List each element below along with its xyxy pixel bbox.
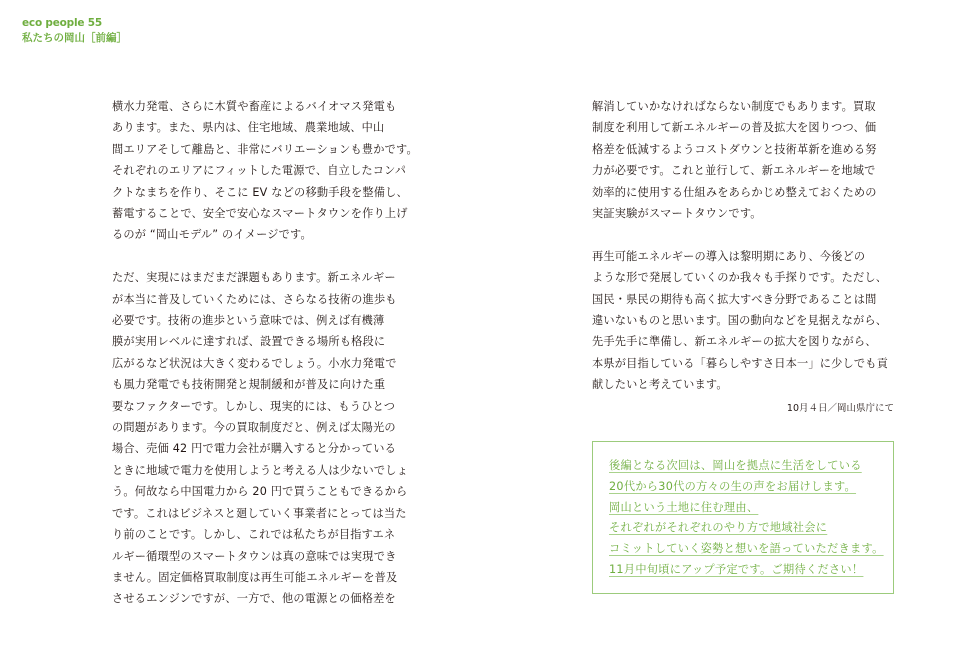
text-line: 再生可能エネルギーの導入は黎明期にあり、今後どの <box>592 249 866 263</box>
text-line: 国民・県民の期待も高く拡大すべき分野であることは間 <box>592 292 877 306</box>
notice-line: 岡山という土地に住む理由、 <box>609 500 759 514</box>
page-title: 私たちの岡山［前編］ <box>22 32 127 44</box>
notice-line: コミットしていく姿勢と想いを語っていただきます。 <box>609 542 884 556</box>
text-line: 効率的に使用する仕組みをあらかじめ整えておくための <box>592 185 877 199</box>
text-line: り前のことです。しかし、これでは私たちが目指すエネ <box>112 528 396 542</box>
text-line: 蓄電することで、安全で安心なスマートタウンを作り上げ <box>112 207 408 221</box>
text-line: ません。固定価格買取制度は再生可能エネルギーを普及 <box>112 570 398 584</box>
text-line: 制度を利用して新エネルギーの普及拡大を図りつつ、価 <box>592 121 877 135</box>
text-line: 横水力発電、さらに木質や畜産によるバイオマス発電も <box>112 100 397 113</box>
text-line: ときに地域で電力を使用しようと考える人は少ないでしょ <box>112 463 409 477</box>
text-line: 必要です。技術の進歩という意味では、例えば有機薄 <box>112 314 385 328</box>
right-column <box>592 96 898 396</box>
next-episode-notice <box>592 441 894 594</box>
left-paragraph-2 <box>112 267 418 610</box>
series-label: eco people 55 <box>22 17 102 29</box>
right-paragraph-1 <box>592 96 898 224</box>
text-line: 膜が実用レベルに達すれば、設置できる場所も格段に <box>112 335 386 349</box>
text-line: るのが “岡山モデル” のイメージです。 <box>112 228 312 242</box>
text-line: が本当に普及していくためには、さらなる技術の進歩も <box>112 292 397 306</box>
text-line: あります。また、県内は、住宅地域、農業地域、中山 <box>112 121 385 135</box>
text-line: ただ、実現にはまだまだ課題もあります。新エネルギー <box>112 271 396 285</box>
text-line: 広がるなど状況は大きく変わるでしょう。小水力発電で <box>112 356 397 370</box>
dateline: 10月４日／岡山県庁にて <box>786 403 894 414</box>
text-line: う。何故なら中国電力から 20 円で買うこともできるから <box>112 485 408 499</box>
text-line: クトなまちを作り、そこに EV などの移動手段を整備し、 <box>112 185 408 199</box>
text-line: 格差を低減するようコストダウンと技術革新を進める努 <box>592 142 877 156</box>
text-line: 実証実験がスマートタウンです。 <box>592 207 762 221</box>
text-line: の問題があります。今の買取制度だと、例えば太陽光の <box>112 421 396 435</box>
text-line: 解消していかなければならない制度でもあります。買取 <box>592 100 876 113</box>
text-line: ような形で発展していくのか我々も手探りです。ただし、 <box>592 271 888 285</box>
text-line: 献したいと考えています。 <box>592 378 728 392</box>
text-line: です。これはビジネスと廻していく事業者にとっては当た <box>112 506 407 520</box>
notice-line: 後編となる次回は、岡山を拠点に生活をしている <box>609 459 862 472</box>
text-line: 場合、売価 42 円で電力会社が購入すると分かっている <box>112 442 397 456</box>
text-line: 本県が目指している「暮らしやすさ日本一」に少しでも貢 <box>592 356 889 370</box>
text-line: も風力発電でも技術開発と規制緩和が普及に向けた重 <box>112 378 386 392</box>
text-line: 力が必要です。これと並行して、新エネルギーを地域で <box>592 164 876 178</box>
left-paragraph-1 <box>112 96 418 246</box>
right-paragraph-2 <box>592 246 898 396</box>
notice-line: 20代から30代の方々の生の声をお届けします。 <box>609 479 857 493</box>
text-line: それぞれのエリアにフィットした電源で、自立したコンパ <box>112 164 407 178</box>
text-line: 間エリアそして離島と、非常にバリエーションも豊かです。 <box>112 142 418 156</box>
notice-line: それぞれがそれぞれのやり方で地域社会に <box>609 521 828 535</box>
text-line: 先手先手に準備し、新エネルギーの拡大を図りながら、 <box>592 335 877 349</box>
notice-text <box>609 456 884 581</box>
text-line: 違いないものと思います。国の動向などを見据えながら、 <box>592 314 888 328</box>
page-header <box>22 16 127 46</box>
notice-line: 11月中旬頃にアップ予定です。ご期待ください！ <box>609 562 864 576</box>
text-line: させるエンジンですが、一方で、他の電源との価格差を <box>112 592 396 606</box>
left-column <box>112 96 418 610</box>
text-line: ルギー循環型のスマートタウンは真の意味では実現でき <box>112 549 397 563</box>
text-line: 要なファクターです。しかし、現実的には、もうひとつ <box>112 399 396 413</box>
